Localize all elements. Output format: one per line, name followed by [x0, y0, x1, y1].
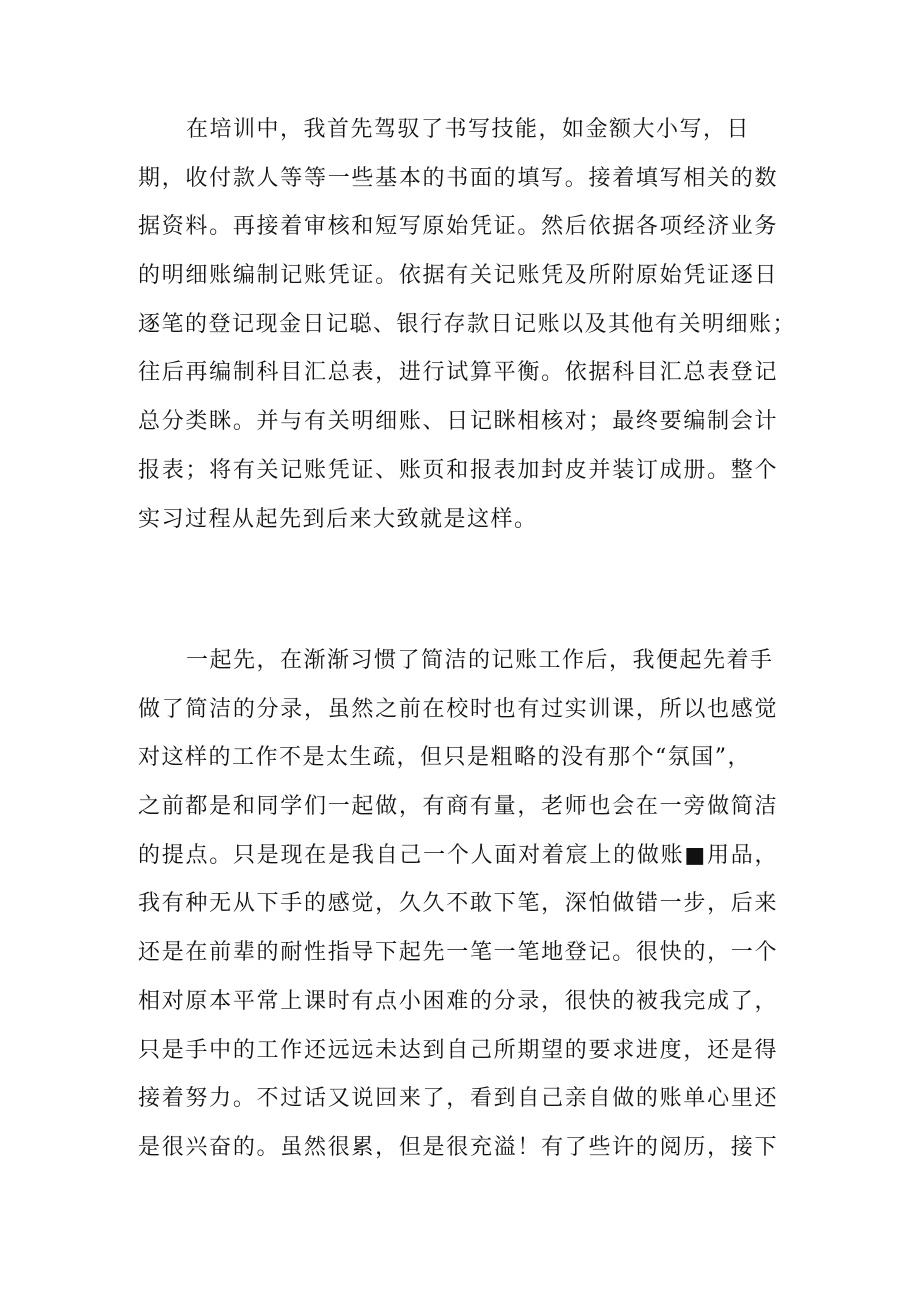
text-line: 总分类眯。并与有关明细账、日记眯相核对；最终要编制会计 [138, 409, 778, 435]
text-line: 是很兴奋的。虽然很累，但是很充溢！有了些许的阅历，接下 [138, 1134, 778, 1160]
text-line: 只是手中的工作还远远未达到自己所期望的要求进度，还是得 [138, 1037, 778, 1063]
text-line: 之前都是和同学们一起做，有商有量，老师也会在一旁做简洁 [138, 794, 778, 820]
text-line: 相对原本平常上课时有点小困难的分录，很快的被我完成了， [138, 988, 778, 1014]
text-line: 报表；将有关记账凭证、账页和报表加封皮并装订成册。整个 [138, 457, 778, 483]
text-line: 逐笔的登记现金日记聪、银行存款日记账以及其他有关明细账； [138, 311, 797, 337]
text-line: 我有种无从下手的感觉，久久不敢下笔，深怕做错一步，后来 [138, 891, 778, 917]
text-line: 接着努力。不过话又说回来了，看到自己亲自做的账单心里还 [138, 1086, 778, 1112]
text-line: 一起先，在渐渐习惯了简洁的记账工作后，我便起先着手 [186, 648, 774, 673]
text-line: 的提点。只是现在是我自己一个人面对着宸上的做账■用品， [138, 842, 778, 868]
text-line: 在培训中，我首先驾驭了书写技能，如金额大小写，日 [186, 117, 751, 142]
text-line: 对这样的工作不是太生疏，但只是粗略的没有那个“氛国”， [138, 745, 751, 771]
paragraph-bookkeeping-start [138, 637, 778, 1173]
text-line: 的明细账编制记账凭证。依据有关记账凭及所附原始凭证逐日 [138, 263, 778, 289]
text-line: 据资料。再接着审核和短写原始凭证。然后依据各项经济业务 [138, 214, 778, 240]
text-line: 做了简洁的分录，虽然之前在校时也有过实训课，所以也感觉 [138, 696, 778, 722]
text-line: 期，收付款人等等一些基本的书面的填写。接着填写相关的数 [138, 165, 778, 191]
text-line: 实习过程从起先到后来大致就是这样。 [138, 506, 538, 532]
paragraph-training [138, 106, 797, 544]
text-line: 往后再编制科目汇总表，进行试算平衡。依据科目汇总表登记 [138, 360, 778, 386]
text-line: 还是在前辈的耐性指导下起先一笔一笔地登记。很快的，一个 [138, 940, 778, 966]
